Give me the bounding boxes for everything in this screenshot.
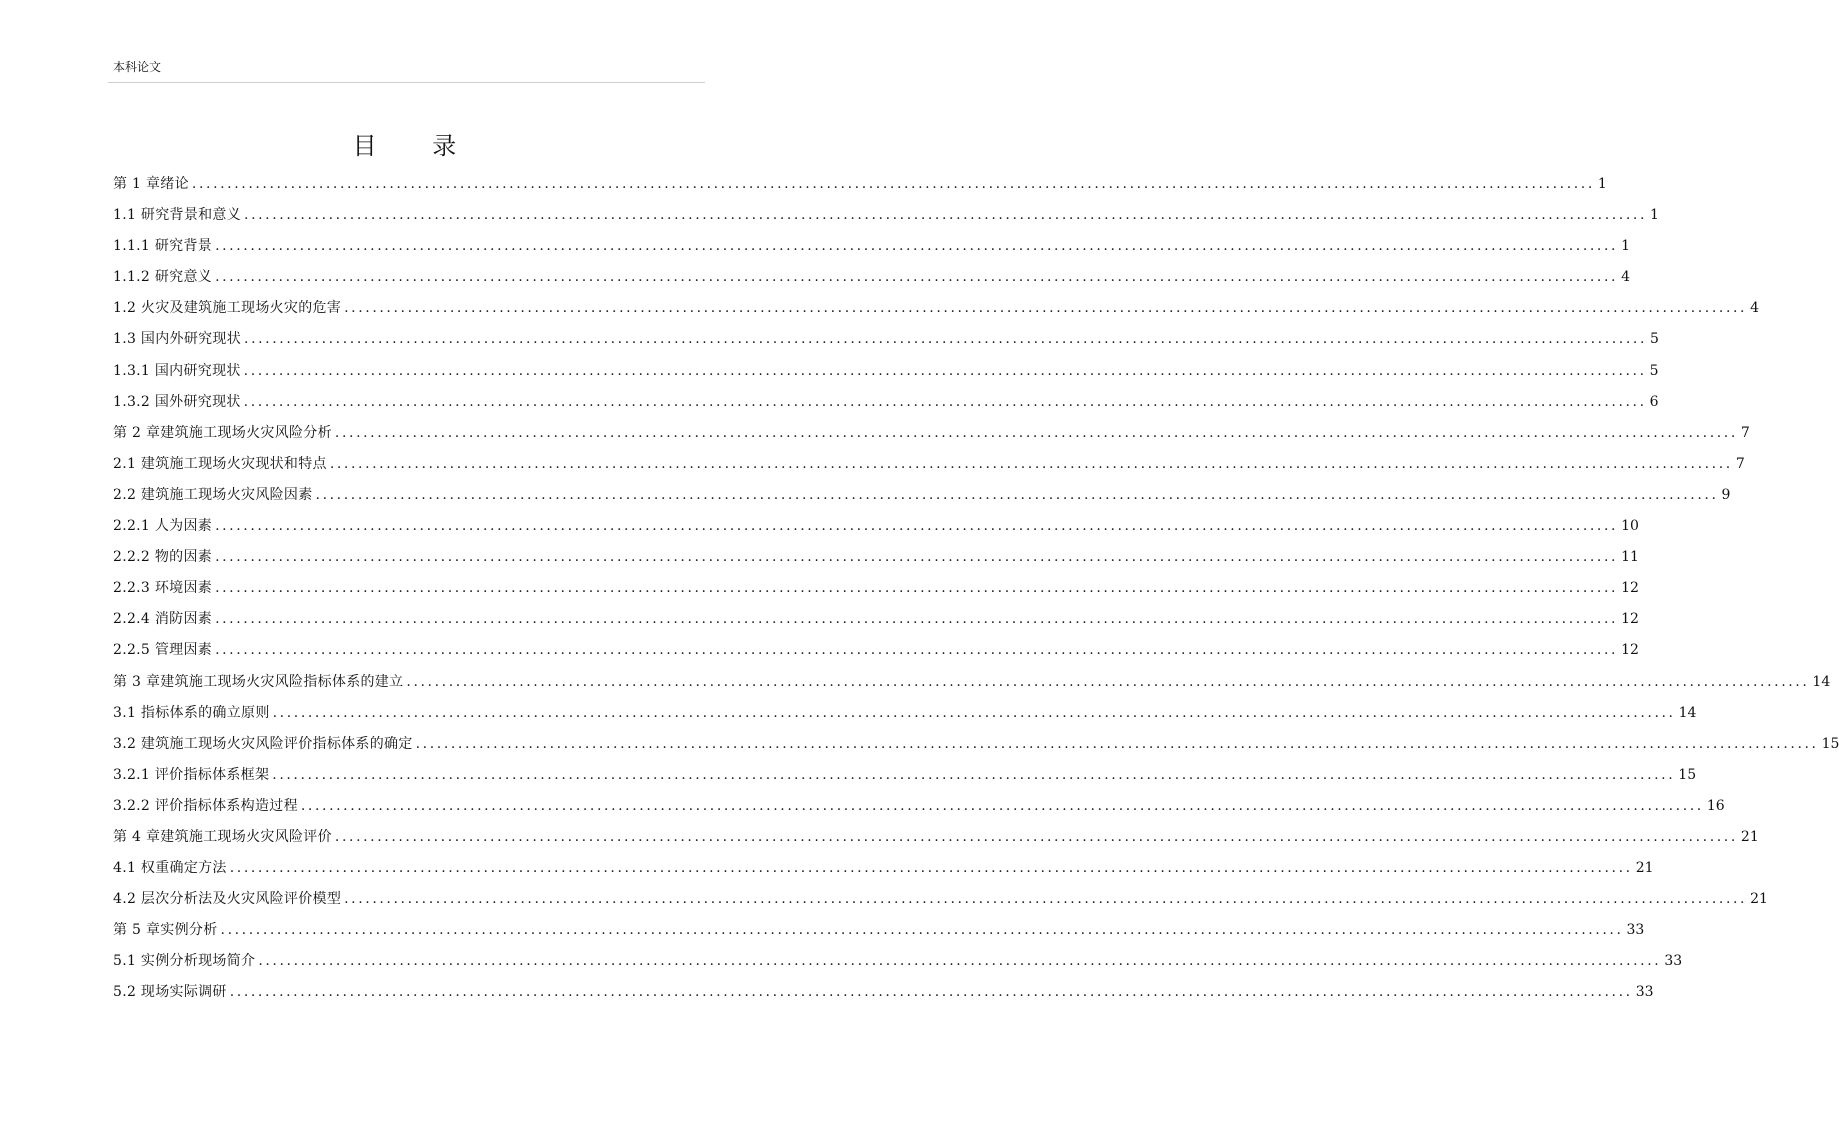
header-divider (108, 82, 705, 83)
toc-entry-page: 7 (1740, 424, 1750, 441)
toc-entry-label: 1.3 国内外研究现状 (113, 331, 242, 348)
toc-leader-dots: ....................................................................................................................................................................................................... (191, 176, 1595, 192)
toc-entry-page: 33 (1664, 953, 1683, 970)
toc-entry-page: 15 (1678, 766, 1697, 783)
toc-leader-dots: ....................................................................................................................................................................................................... (315, 486, 1719, 503)
toc-entry-label: 第 4 章建筑施工现场火灾风险评价 (113, 828, 332, 845)
toc-entry-page: 6 (1649, 393, 1659, 410)
toc-entry[interactable] (113, 546, 1639, 577)
toc-entry-label: 3.1 指标体系的确立原则 (113, 704, 270, 721)
toc-entry-page: 21 (1750, 891, 1768, 908)
toc-entry-label: 2.2.5 管理因素 (113, 642, 213, 659)
toc-entry-page: 9 (1721, 486, 1731, 503)
toc-entry[interactable] (113, 702, 1697, 733)
page-header: 本科论文 (113, 60, 162, 74)
toc-entry[interactable] (113, 888, 1768, 919)
toc-entry[interactable] (113, 422, 1750, 453)
toc-entry-label: 1.3.1 国内研究现状 (113, 362, 241, 379)
toc-entry-page: 15 (1821, 735, 1839, 752)
toc-entry-page: 7 (1735, 455, 1745, 472)
toc-entry-page: 1 (1597, 176, 1607, 192)
toc-entry[interactable] (113, 204, 1659, 235)
toc-entry[interactable] (113, 671, 1831, 702)
toc-entry-page: 16 (1706, 797, 1725, 814)
toc-entry-label: 1.1.2 研究意义 (113, 269, 213, 286)
toc-entry-page: 10 (1621, 518, 1639, 535)
toc-leader-dots: ....................................................................................................................................................................................................... (243, 362, 1647, 379)
toc-entry[interactable] (113, 360, 1659, 391)
toc-entry-label: 第 2 章建筑施工现场火灾风险分析 (113, 424, 332, 441)
toc-entry[interactable] (113, 484, 1731, 515)
toc-leader-dots: ....................................................................................................................................................................................................... (344, 300, 1748, 317)
toc-leader-dots: ....................................................................................................................................................................................................... (272, 766, 1676, 783)
toc-leader-dots: ....................................................................................................................................................................................................... (334, 424, 1738, 441)
toc-entry[interactable] (113, 639, 1639, 670)
toc-entry-label: 2.1 建筑施工现场火灾现状和特点 (113, 455, 327, 472)
toc-entry-page: 12 (1621, 580, 1639, 597)
toc-entry[interactable] (113, 764, 1697, 795)
toc-entry[interactable] (113, 453, 1745, 484)
toc-entry[interactable] (113, 857, 1654, 888)
toc-entry-page: 1 (1621, 238, 1630, 255)
toc-entry-label: 1.1.1 研究背景 (113, 238, 213, 255)
toc-entry-label: 1.3.2 国外研究现状 (113, 393, 241, 410)
toc-leader-dots: ....................................................................................................................................................................................................... (229, 860, 1633, 877)
toc-entry-label: 1.2 火灾及建筑施工现场火灾的危害 (113, 300, 342, 317)
table-of-contents (113, 173, 1839, 1013)
toc-leader-dots: ....................................................................................................................................................................................................... (258, 953, 1662, 970)
toc-leader-dots: ....................................................................................................................................................................................................... (406, 673, 1810, 690)
toc-leader-dots: ....................................................................................................................................................................................................... (243, 393, 1647, 410)
toc-entry-label: 3.2 建筑施工现场火灾风险评价指标体系的确定 (113, 735, 413, 752)
toc-entry-label: 3.2.1 评价指标体系框架 (113, 766, 270, 783)
toc-leader-dots: ....................................................................................................................................................................................................... (215, 611, 1619, 628)
toc-entry-page: 33 (1635, 984, 1654, 1001)
toc-entry[interactable] (113, 919, 1645, 950)
toc-leader-dots: ....................................................................................................................................................................................................... (220, 922, 1624, 939)
toc-entry-label: 第 3 章建筑施工现场火灾风险指标体系的建立 (113, 673, 404, 690)
toc-entry-page: 11 (1621, 549, 1639, 566)
toc-entry-label: 2.2.3 环境因素 (113, 580, 213, 597)
toc-entry-label: 2.2.2 物的因素 (113, 549, 213, 566)
toc-leader-dots: ....................................................................................................................................................................................................... (215, 549, 1619, 566)
toc-leader-dots: ....................................................................................................................................................................................................... (329, 455, 1733, 472)
toc-entry[interactable] (113, 391, 1659, 422)
toc-leader-dots: ....................................................................................................................................................................................................... (334, 828, 1738, 845)
toc-entry-label: 2.2.1 人为因素 (113, 518, 213, 535)
toc-entry[interactable] (113, 950, 1683, 981)
toc-entry-page: 4 (1750, 300, 1760, 317)
toc-leader-dots: ....................................................................................................................................................................................................... (229, 984, 1633, 1001)
toc-entry-page: 21 (1740, 828, 1759, 845)
toc-entry-label: 5.2 现场实际调研 (113, 984, 227, 1001)
toc-entry-page: 33 (1626, 922, 1645, 939)
toc-title: 目 录 (352, 132, 481, 160)
toc-entry-page: 4 (1621, 269, 1630, 286)
toc-entry[interactable] (113, 297, 1760, 328)
toc-entry-page: 12 (1621, 611, 1639, 628)
toc-entry-label: 1.1 研究背景和意义 (113, 207, 242, 224)
toc-entry-page: 21 (1635, 860, 1654, 877)
toc-entry[interactable] (113, 577, 1639, 608)
toc-entry[interactable] (113, 328, 1659, 359)
toc-entry-page: 14 (1678, 704, 1697, 721)
toc-entry[interactable] (113, 795, 1725, 826)
toc-entry[interactable] (113, 733, 1839, 764)
toc-entry-label: 第 5 章实例分析 (113, 922, 218, 939)
toc-entry[interactable] (113, 981, 1654, 1012)
toc-entry-page: 14 (1812, 673, 1831, 690)
toc-entry[interactable] (113, 608, 1639, 639)
toc-entry[interactable] (113, 266, 1630, 297)
toc-leader-dots: ....................................................................................................................................................................................................... (215, 518, 1619, 535)
toc-entry[interactable] (113, 173, 1607, 204)
toc-leader-dots: ....................................................................................................................................................................................................... (244, 331, 1648, 348)
toc-entry[interactable] (113, 235, 1630, 266)
toc-leader-dots: ....................................................................................................................................................................................................... (244, 207, 1648, 224)
toc-entry-label: 3.2.2 评价指标体系构造过程 (113, 797, 298, 814)
toc-leader-dots: ....................................................................................................................................................................................................... (215, 580, 1619, 597)
toc-entry-label: 5.1 实例分析现场简介 (113, 953, 256, 970)
toc-entry-page: 12 (1621, 642, 1639, 659)
toc-leader-dots: ....................................................................................................................................................................................................... (415, 735, 1819, 752)
toc-leader-dots: ....................................................................................................................................................................................................... (300, 797, 1704, 814)
toc-leader-dots: ....................................................................................................................................................................................................... (344, 891, 1748, 908)
toc-entry-label: 2.2.4 消防因素 (113, 611, 213, 628)
toc-entry-label: 4.2 层次分析法及火灾风险评价模型 (113, 891, 342, 908)
toc-leader-dots: ....................................................................................................................................................................................................... (215, 269, 1619, 286)
toc-entry-page: 1 (1650, 207, 1659, 224)
toc-entry-page: 5 (1649, 362, 1659, 379)
toc-entry[interactable] (113, 515, 1639, 546)
toc-leader-dots: ....................................................................................................................................................................................................... (215, 642, 1619, 659)
toc-entry-label: 第 1 章绪论 (113, 176, 189, 192)
toc-entry-page: 5 (1650, 331, 1659, 348)
toc-leader-dots: ....................................................................................................................................................................................................... (272, 704, 1676, 721)
toc-leader-dots: ....................................................................................................................................................................................................... (215, 238, 1619, 255)
toc-entry-label: 4.1 权重确定方法 (113, 860, 227, 877)
toc-entry-label: 2.2 建筑施工现场火灾风险因素 (113, 486, 313, 503)
toc-entry[interactable] (113, 826, 1759, 857)
